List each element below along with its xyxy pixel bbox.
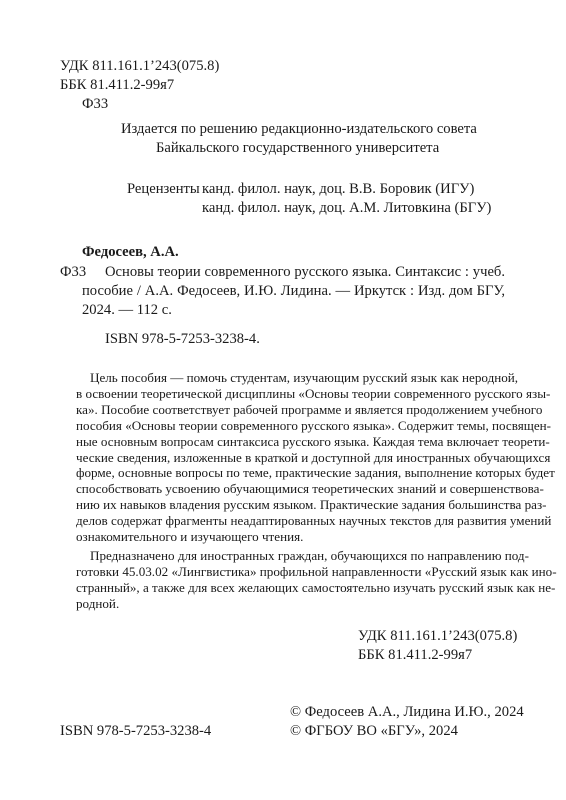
annotation-line: странный», а также для всех желающих самостоятельно изучать русский язык как не- [76, 579, 556, 595]
annotation-line: Предназначено для иностранных граждан, обучающихся по направлению под- [90, 548, 529, 563]
bbk-code-top: ББК 81.411.2-99я7 [60, 77, 175, 93]
annotation-line: ные основным вопросам синтаксиса русского языка. Каждая тема включает теорети- [76, 433, 550, 449]
udk-code-top: УДК 811.161.1’243(075.8) [60, 58, 220, 74]
bbk-code-bottom: ББК 81.411.2-99я7 [358, 647, 473, 663]
annotation-line: ческие сведения, изложенные в краткой и доступной для иностранных обучающихся [76, 449, 551, 465]
annotation-line: родной. [76, 595, 120, 611]
annotation-paragraph-2 [76, 548, 557, 612]
publisher-note-line2: Байкальского государственного университета [156, 140, 440, 156]
reviewers-label: Рецензенты [127, 181, 200, 197]
publisher-note-line1: Издается по решению редакционно-издательского совета [121, 121, 477, 137]
annotation-line: способствовать усвоению обучающимися теоретических знаний и совершенствова- [76, 481, 544, 497]
bibliography-line2-text: пособие / А.А. Федосеев, И.Ю. Лидина. — Иркутск : Изд. дом БГУ, [82, 283, 505, 299]
annotation-line: ка». Пособие соответствует рабочей программе и является продолжением учебного [76, 401, 543, 417]
author-heading: Федосеев, А.А. [82, 244, 179, 260]
bibliography-line3: 2024. — 112 с. [82, 302, 172, 318]
annotation-line: форме, основные вопросы по теме, практические задания, выполнение которых будет [76, 465, 555, 481]
annotation-line: в освоении теоретической дисциплины «Основы теории современного русского язы- [76, 385, 551, 401]
reviewer-2: канд. филол. наук, доц. А.М. Литовкина (БГУ) [202, 200, 492, 216]
copyright-authors: © Федосеев А.А., Лидина И.Ю., 2024 [290, 704, 524, 720]
bibliography-isbn: ISBN 978-5-7253-3238-4. [105, 331, 260, 347]
footer-isbn: ISBN 978-5-7253-3238-4 [60, 723, 212, 739]
author-mark-top: Ф33 [82, 96, 109, 112]
annotation-paragraph-1 [76, 370, 555, 545]
annotation-line: нию их навыков владения русским языком. Практические задания большинства раз- [76, 497, 547, 513]
reviewer-1: канд. филол. наук, доц. В.В. Боровик (ИГУ) [202, 181, 475, 197]
bibliography-line1 [105, 264, 505, 281]
annotation-line: Цель пособия — помочь студентам, изучающим русский язык как неродной, [90, 370, 519, 385]
copyright-university: © ФГБОУ ВО «БГУ», 2024 [290, 723, 458, 739]
bibliography-line1-text: Основы теории современного русского языка. Синтаксис : учеб. [105, 264, 505, 280]
annotation-line: делов содержат фрагменты неадаптированных научных текстов для развития умений [76, 513, 552, 529]
bibliography-line2 [82, 283, 505, 300]
bibliography-mark: Ф33 [60, 264, 87, 280]
annotation-line: пособия «Основы теории современного русского языка». Содержит темы, посвящен- [76, 417, 551, 433]
udk-code-bottom: УДК 811.161.1’243(075.8) [358, 628, 518, 644]
annotation-line: ознакомительного и изучающего чтения. [76, 529, 304, 545]
annotation-line: готовки 45.03.02 «Лингвистика» профильной направленности «Русский язык как ино- [76, 563, 557, 579]
